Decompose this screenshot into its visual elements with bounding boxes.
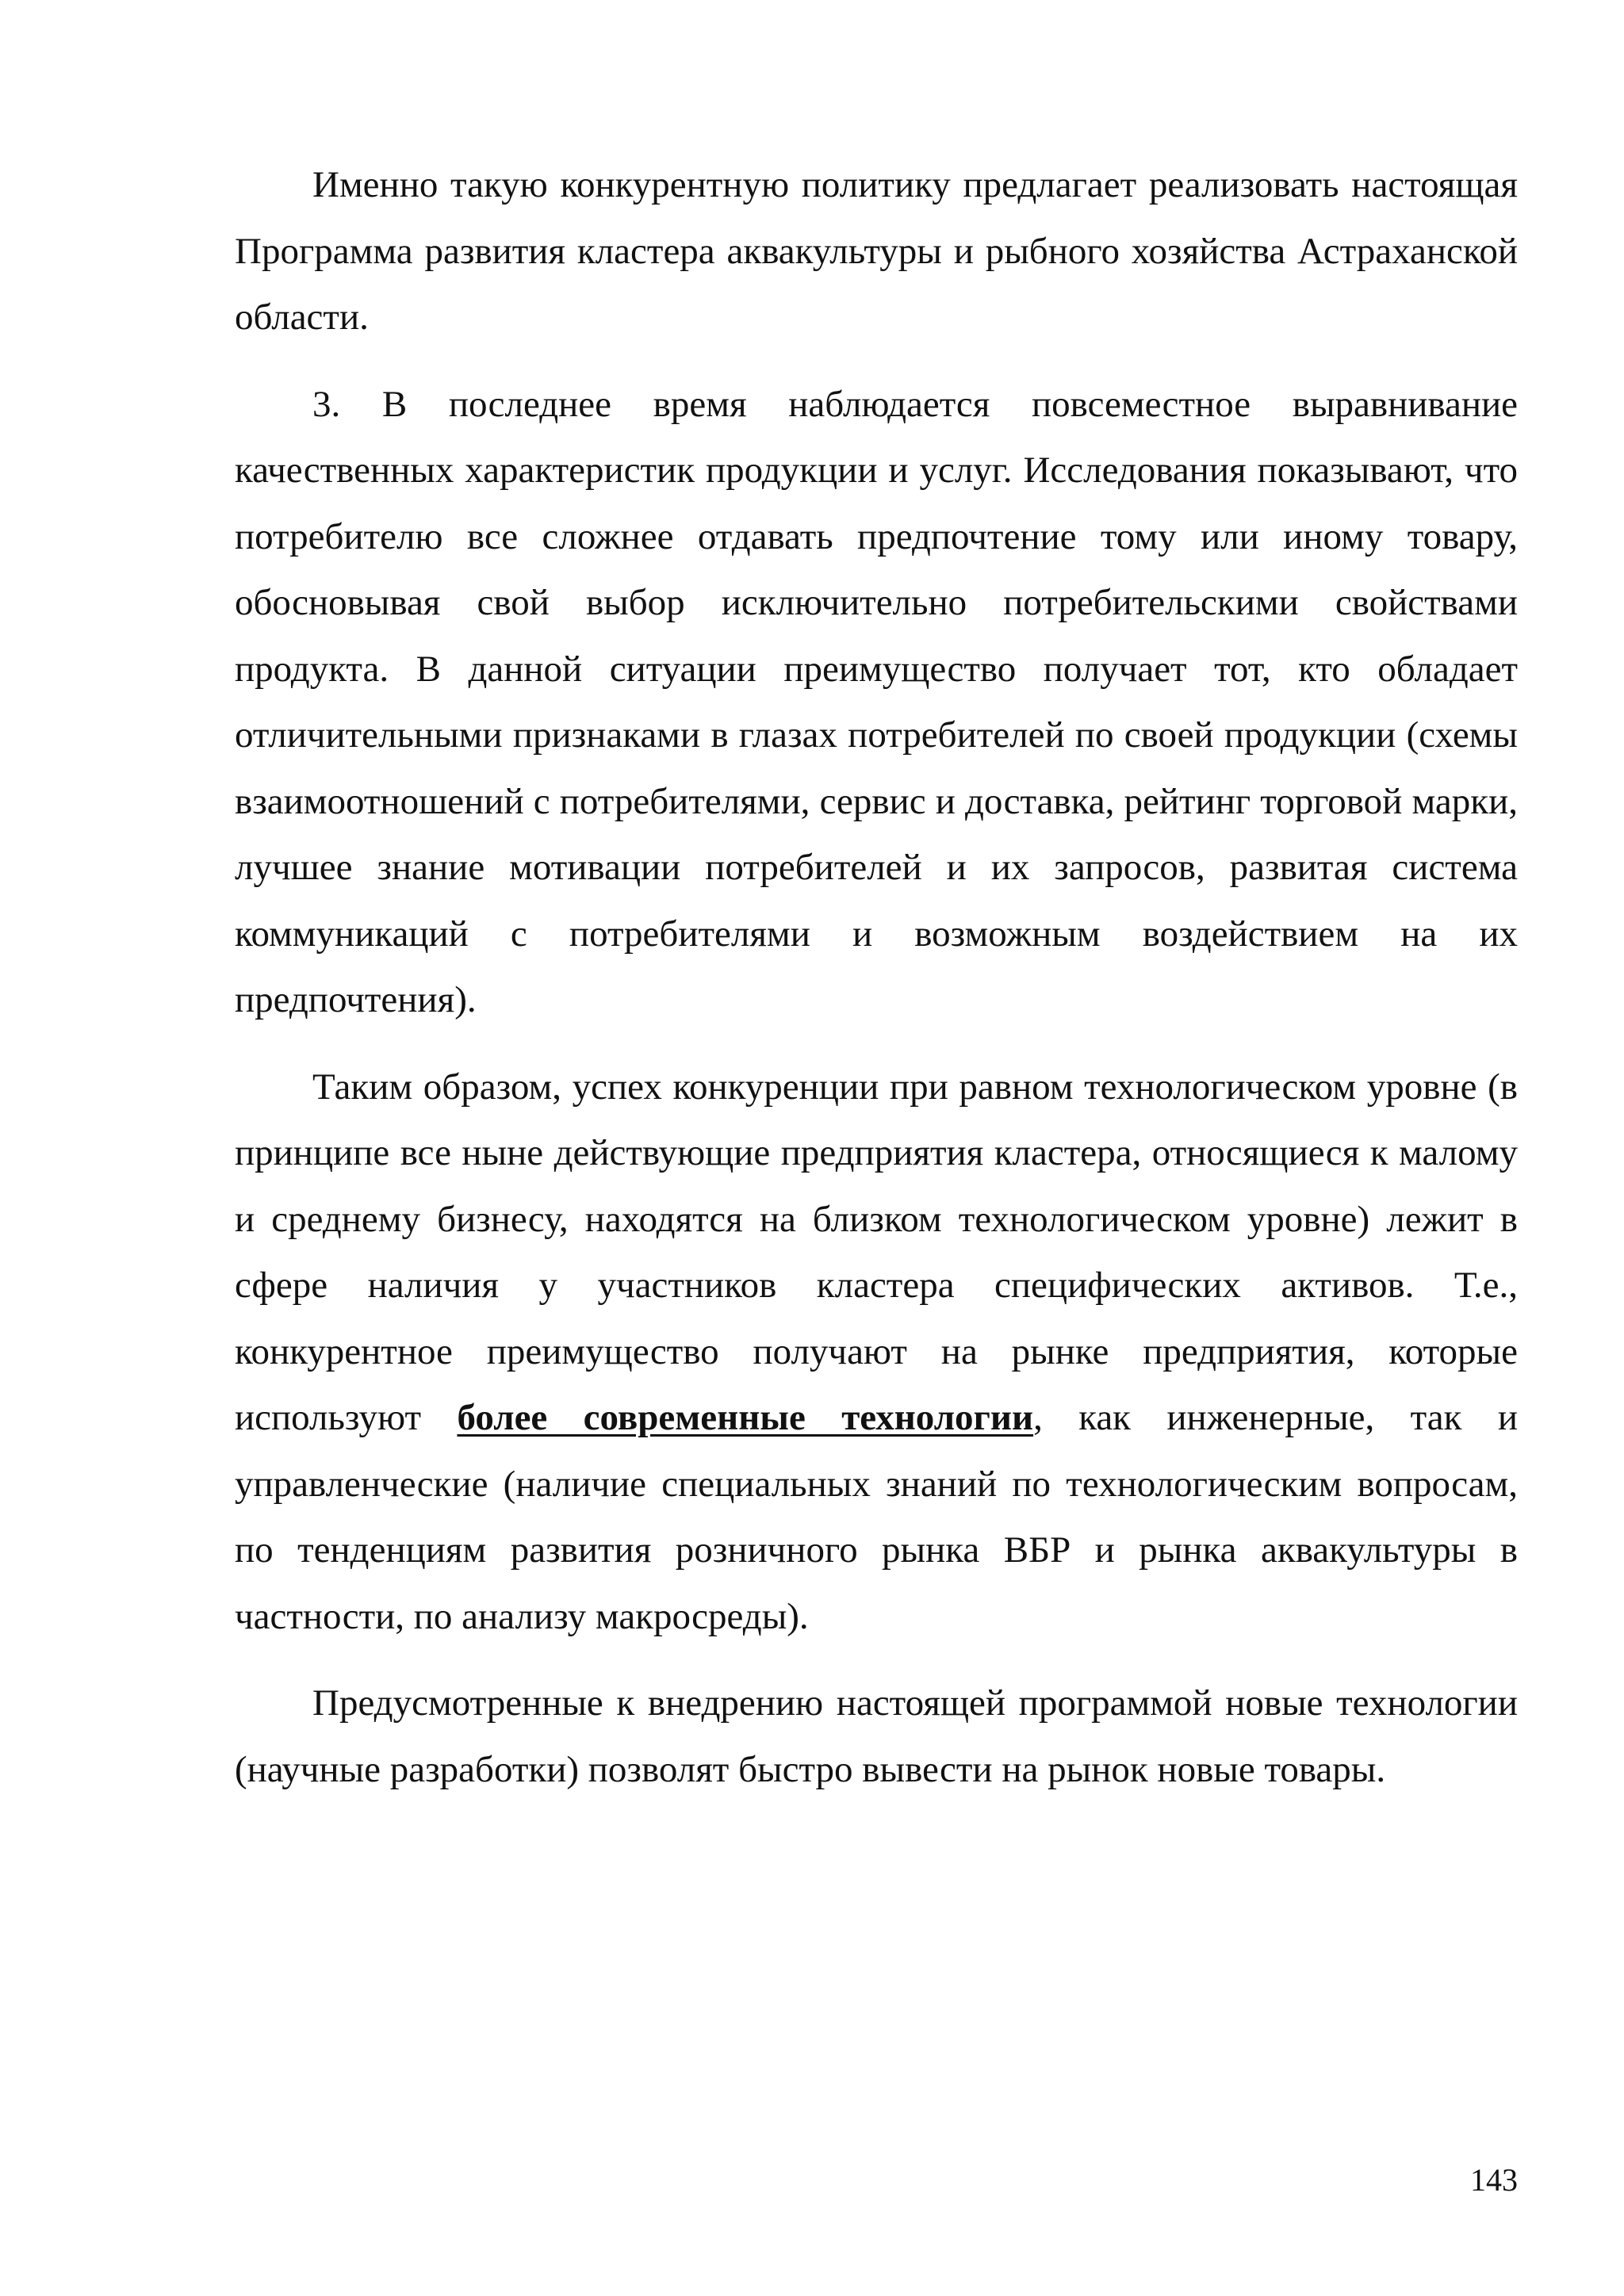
paragraph-competitive-policy: Именно такую конкурентную политику предлагает реализовать настоящая Программа развития кластера аквакультуры и рыбного хозяйства Астраханской области. bbox=[235, 164, 1518, 338]
emphasized-modern-technologies: более современные технологии bbox=[457, 1397, 1034, 1438]
paragraph-product-characteristics: 3. В последнее время наблюдается повсеместное выравнивание качественных характеристик продукции и услуг. Исследования показывают, что потребителю все сложнее отдавать предпочтение тому или иному товару, обосновывая свой выбор исключительно потребительскими свойствами продукта. В данной ситуации преимущество получает тот, кто обладает отличительными признаками в глазах потребителей по своей продукции (схемы взаимоотношений с потребителями, сервис и доставка, рейтинг торговой марки, лучшее знание мотивации потребителей и их запросов, развитая система коммуникаций с потребителями и возможным воздействием на их предпочтения). bbox=[235, 383, 1518, 1020]
body-text bbox=[235, 152, 1518, 1823]
page-number: 143 bbox=[1470, 2162, 1518, 2198]
paragraph-new-technologies: Предусмотренные к внедрению настоящей программой новые технологии (научные разработки) позволят быстро вывести на рынок новые товары. bbox=[235, 1682, 1518, 1790]
paragraph-technology-level-text-after: , как инженерные, так и управленческие (наличие специальных знаний по технологическим вопросам, по тенденциям развития розничного рынка ВБР и рынка аквакультуры в частности, по анализу макросреды). bbox=[235, 1397, 1519, 1637]
paragraph-technology-level-text-before: Таким образом, успех конкуренции при равном технологическом уровне (в принципе все ныне действующие предприятия кластера, относящиеся к малому и среднему бизнесу, находятся на близком технологическом уровне) лежит в сфере наличия у участников кластера специфических активов. Т.е., конкурентное преимущество получают на рынке предприятия, которые используют bbox=[235, 1066, 1518, 1438]
paragraph-technology-level bbox=[235, 1054, 1518, 1651]
